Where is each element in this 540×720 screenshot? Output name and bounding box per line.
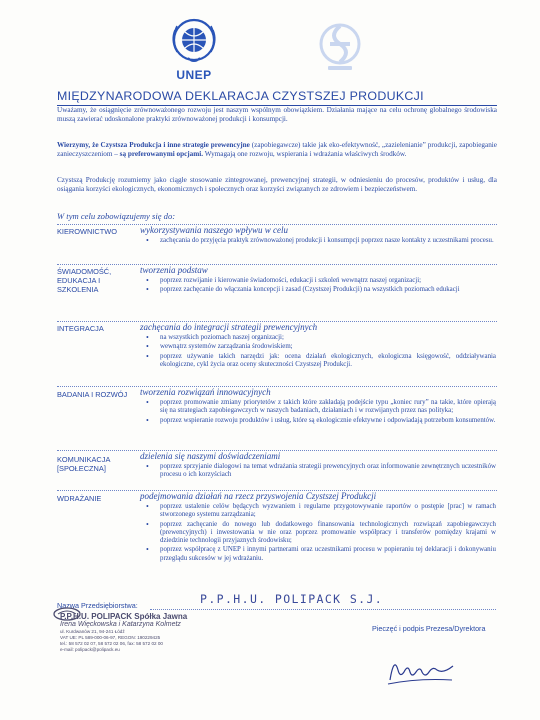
company-name-label: Nazwa Przedsiębiorstwa: [57, 601, 138, 610]
section-divider [57, 386, 497, 387]
cleaner-production-icon [318, 22, 362, 78]
section-bullets-research [146, 399, 496, 426]
company-stamp [60, 612, 230, 653]
intro-p2-end: Wymagają one rozwoju, wspierania i wdrażania właściwych środków. [203, 150, 407, 159]
list-item: • poprzez zachęcanie do włączania koncepcji i zasad (Czystszej Produkcji) na wszystkich poziomach edukacji [146, 286, 496, 294]
list-item: • poprzez ustalenie celów będących wyzwaniem i regularne przygotowywanie raportów o postępie [prac] w ramach stworzonego systemu zarządzania; [146, 503, 496, 520]
intro-p2-bold-1: Wierzymy, że Czystsza Produkcja i inne strategie prewencyjne [57, 141, 250, 149]
commitment-heading: W tym celu zobowiązujemy się do: [57, 211, 176, 221]
unep-logo [166, 16, 222, 84]
list-item: • poprzez rozwijanie i kierowanie świadomości, edukacji i szkoleń wewnątrz naszej organizacji; [146, 277, 496, 285]
stamp-logo-icon [52, 606, 82, 622]
unep-wordmark: UNEP [176, 68, 212, 82]
intro-p2-mid: (zapobiegawcze) takie jak eko-efektywność, „zazielenianie” produkcji, zapobieganie zanieczyszczeniom – [57, 141, 497, 159]
company-name-value: P.P.H.U. POLIPACK S.J. [200, 592, 384, 606]
list-item: • poprzez zachęcanie do nowego lub dodatkowego finansowania technologicznych rozwiązań zapobiegawczych (prewencyjnych) i inwestowania w nie oraz poprzez promowanie współpracy i transferów pomiędzy krajami w dziedzinie technologii przyjaznych środowisku; [146, 521, 496, 546]
page-title: MIĘDZYNARODOWA DEKLARACJA CZYSTSZEJ PRODUKCJI [57, 89, 497, 106]
section-bullets-leadership [146, 237, 496, 246]
section-heading-implementation: podejmowania działań na rzecz przyswojenia Czystszej Produkcji [140, 491, 377, 501]
stamp-address: ul. Kurdwanów 21, 94-241 Łódź [60, 629, 125, 634]
list-item: • na wszystkich poziomach naszej organizacji; [146, 334, 496, 342]
signature-label: Pieczęć i podpis Prezesa/Dyrektora [372, 624, 486, 633]
stamp-email: e-mail: polipack@polipack.eu [60, 647, 120, 652]
section-label-implementation: WDRAŻANIE [57, 494, 102, 503]
intro-paragraph-2 [57, 141, 497, 159]
list-item: • poprzez wspieranie rozwoju produktów i usług, które są ekologicznie efektywne i odpowiadają potrzebom konsumentów. [146, 417, 496, 425]
stamp-phone: tel.: 58 572 02 07, 58 572 02 06, fax: 58 572 02 00 [60, 641, 163, 646]
section-bullets-communication [146, 463, 496, 481]
section-bullets-implementation [146, 503, 496, 564]
section-bullets-integration [146, 334, 496, 370]
section-heading-communication: dzielenia się naszymi doświadczeniami [140, 451, 281, 461]
section-label-awareness: ŚWIADOMOŚĆ, EDUKACJA I SZKOLENIA [57, 267, 112, 294]
section-divider [57, 264, 497, 265]
intro-paragraph-1: Uważamy, że osiągnięcie zrównoważonego rozwoju jest naszym wspólnym obowiązkiem. Działania mające na celu ochronę globalnego środowiska muszą zawierać udoskonalone praktyki zrównoważonej produkcji i konsumpcji. [57, 106, 497, 124]
section-heading-leadership: wykorzystywania naszego wpływu w celu [140, 225, 288, 235]
section-label-leadership: KIEROWNICTWO [57, 227, 117, 236]
company-name-line [150, 609, 496, 610]
stamp-company: P.P.H.U. POLIPACK Spółka Jawna [60, 612, 188, 621]
section-label-integration: INTEGRACJA [57, 324, 104, 333]
section-label-communication: KOMUNIKACJA [SPOŁECZNA] [57, 455, 110, 473]
section-label-research: BADANIA I ROZWÓJ [57, 390, 128, 399]
list-item: • poprzez promowanie zmiany priorytetów z takich które zakładają podejście typu „koniec rury” na takie, które opierają się na strategiach zapobiegawczych w naszych badaniach, działaniach i w rozwijanych przez nas polityka; [146, 399, 496, 416]
section-heading-awareness: tworzenia podstaw [140, 265, 208, 275]
list-item: • poprzez sprzyjanie dialogowi na temat wdrażania strategii prewencyjnych oraz informowanie zewnętrznych uczestników procesu o ich korzyściach [146, 463, 496, 480]
director-signature [384, 652, 464, 688]
section-bullets-awareness [146, 277, 496, 296]
section-heading-research: tworzenia rozwiązań innowacyjnych [140, 387, 271, 397]
intro-p2-bold-2: są preferowanymi opcjami. [119, 150, 204, 159]
cleaner-production-logo [318, 22, 362, 78]
list-item: • zachęcania do przyjęcia praktyk zrównoważonej produkcji i konsumpcji poprzez nasze kontakty z uczestnikami procesu. [146, 237, 496, 245]
stamp-tax-ids: VAT UE: PL 589-000-06-97, REGON: 190229425 [60, 635, 161, 640]
unep-emblem-icon [166, 16, 222, 70]
stamp-owners: Irena Więckowska i Katarzyna Kolmetz [60, 621, 181, 628]
list-item: • wewnątrz systemów zarządzania środowiskiem; [146, 343, 496, 351]
section-heading-integration: zachęcania do integracji strategii prewencyjnych [140, 322, 318, 332]
list-item: • poprzez współpracę z UNEP i innymi partnerami oraz uczestnikami procesu w popieraniu tej deklaracji i dokonywaniu przeglądu sukcesów w jej wdrażaniu. [146, 546, 496, 563]
list-item: • poprzez używanie takich narzędzi jak: ocena działań ekologicznych, ekologiczna księgowość, oddziaływania ekologiczne, cykl życia oraz oceny skuteczności Czystszej Produkcji. [146, 353, 496, 370]
intro-paragraph-3: Czystszą Produkcję rozumiemy jako ciągłe stosowanie zintegrowanej, prewencyjnej strategii, w odniesieniu do procesów, produktów i usług, dla osiągania korzyści ekologicznych, ekonomicznych i społecznych oraz korzyści związanych ze zdrowiem i bezpieczeństwem. [57, 176, 497, 194]
